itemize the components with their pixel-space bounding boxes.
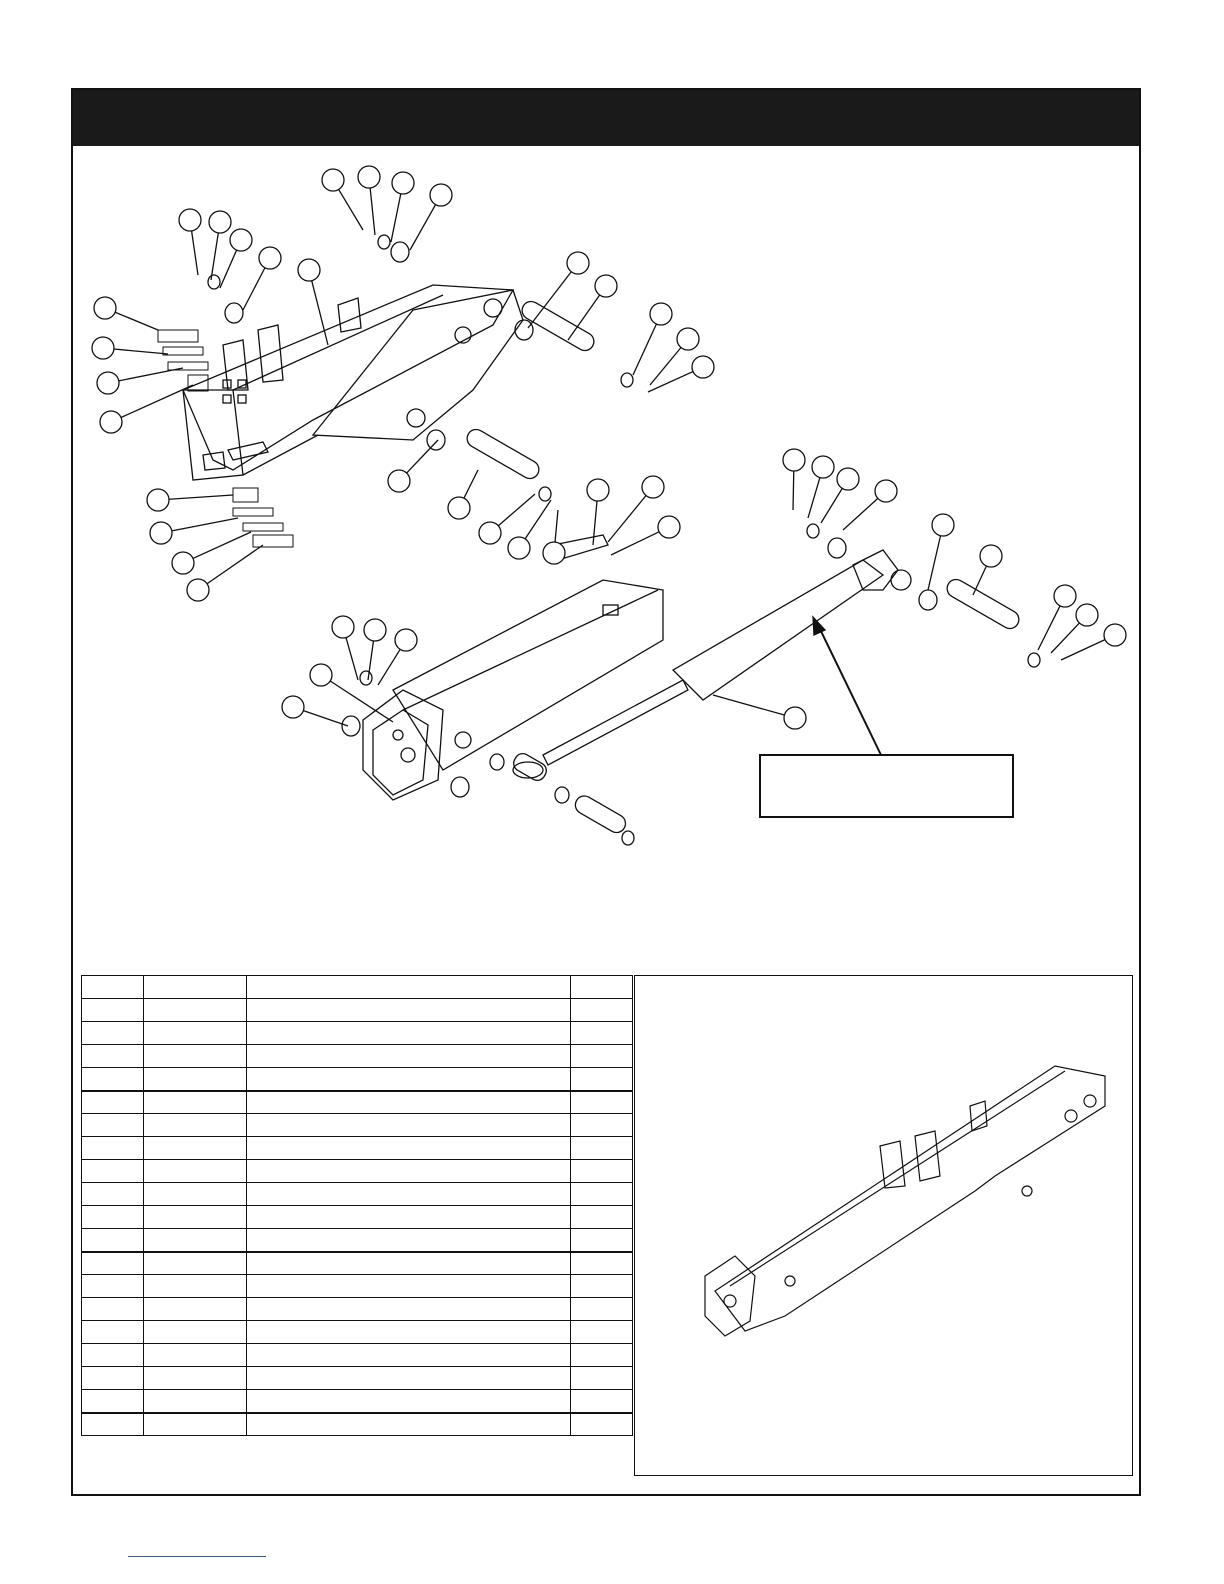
table-row [82, 1367, 633, 1390]
table-cell [247, 1206, 571, 1229]
table-cell [247, 1114, 571, 1137]
callout-leader [172, 518, 238, 531]
callout-leader [121, 385, 193, 417]
table-cell [571, 999, 633, 1022]
callout-leader [407, 440, 438, 473]
callout-balloon [209, 211, 231, 233]
callout-balloon [179, 209, 201, 231]
table-cell [82, 1022, 144, 1045]
callout-balloon [147, 489, 169, 511]
table-cell [82, 1413, 144, 1436]
exploded-assembly-drawing [73, 90, 1139, 970]
table-cell [571, 976, 633, 999]
assembled-boom-view [635, 976, 1132, 1475]
table-cell [247, 976, 571, 999]
table-row [82, 976, 633, 999]
callout-balloon [97, 372, 119, 394]
callout-balloon [875, 480, 897, 502]
table-cell [571, 1344, 633, 1367]
table-cell [82, 1367, 144, 1390]
table-cell [144, 1413, 247, 1436]
table-cell [247, 1298, 571, 1321]
table-cell [144, 1390, 247, 1413]
callout-balloon [298, 259, 320, 281]
table-cell [247, 1252, 571, 1275]
callout-balloon [508, 537, 530, 559]
table-cell [82, 976, 144, 999]
table-cell [571, 1413, 633, 1436]
callout-balloons [92, 166, 1126, 729]
table-cell [144, 1252, 247, 1275]
table-row [82, 1413, 633, 1436]
note-arrow [818, 625, 881, 755]
callout-leader [464, 470, 478, 498]
table-cell [144, 1045, 247, 1068]
table-cell [571, 1045, 633, 1068]
callout-leader [593, 501, 597, 545]
table-cell [82, 1229, 144, 1252]
callout-balloon [784, 707, 806, 729]
callout-balloon [932, 514, 954, 536]
callout-leader [1051, 623, 1079, 653]
callout-balloon [364, 619, 386, 641]
callout-leader [928, 536, 941, 590]
callout-balloon [677, 328, 699, 350]
table-cell [82, 1137, 144, 1160]
callout-balloon [332, 616, 354, 638]
table-row [82, 1183, 633, 1206]
table-cell [571, 1252, 633, 1275]
table-cell [247, 1068, 571, 1091]
table-cell [571, 1183, 633, 1206]
callout-balloon [322, 169, 344, 191]
callout-leader [973, 566, 986, 595]
callout-leader [713, 695, 784, 715]
table-cell [144, 1344, 247, 1367]
table-cell [571, 1367, 633, 1390]
callout-balloon [150, 522, 172, 544]
table-cell [144, 1367, 247, 1390]
table-cell [247, 1367, 571, 1390]
table-cell [144, 999, 247, 1022]
callout-balloon [1104, 624, 1126, 646]
page-frame [71, 88, 1141, 1496]
table-cell [247, 1275, 571, 1298]
footer-link[interactable] [128, 1556, 266, 1557]
callout-leader [339, 189, 363, 230]
table-cell [144, 1321, 247, 1344]
callout-leader [1061, 640, 1105, 660]
callout-balloon [587, 479, 609, 501]
table-cell [82, 1091, 144, 1114]
callout-leader [608, 496, 646, 542]
table-cell [247, 1229, 571, 1252]
table-cell [82, 1321, 144, 1344]
table-cell [571, 1137, 633, 1160]
callout-balloon [94, 297, 116, 319]
table-cell [144, 1298, 247, 1321]
table-cell [144, 976, 247, 999]
table-row [82, 1298, 633, 1321]
callout-balloon [642, 476, 664, 498]
table-row [82, 1114, 633, 1137]
table-cell [571, 1390, 633, 1413]
table-cell [144, 1229, 247, 1252]
callout-leader [303, 711, 348, 726]
table-cell [247, 1390, 571, 1413]
callout-balloon [388, 470, 410, 492]
callout-leader [192, 231, 198, 275]
table-row [82, 1091, 633, 1114]
table-cell [82, 1160, 144, 1183]
callout-leader [525, 500, 551, 539]
table-cell [82, 1275, 144, 1298]
callout-balloon [430, 184, 452, 206]
table-cell [82, 1344, 144, 1367]
callout-leader [648, 372, 693, 392]
callout-balloon [783, 449, 805, 471]
callout-leader [793, 471, 794, 510]
note-box [760, 755, 1013, 817]
table-row [82, 1390, 633, 1413]
table-cell [82, 1068, 144, 1091]
callout-balloon [395, 629, 417, 651]
table-row [82, 1321, 633, 1344]
callout-balloon [479, 522, 501, 544]
table-cell [82, 1114, 144, 1137]
callout-leader [207, 545, 263, 584]
table-cell [571, 1068, 633, 1091]
callout-leader [114, 349, 168, 354]
callout-leader [843, 498, 878, 530]
callout-balloon [92, 337, 114, 359]
table-cell [571, 1298, 633, 1321]
table-cell [144, 1022, 247, 1045]
table-cell [247, 1321, 571, 1344]
callout-leader [568, 295, 600, 340]
table-cell [247, 1344, 571, 1367]
callout-leader [370, 188, 375, 235]
table-row [82, 1137, 633, 1160]
callout-leader [119, 368, 183, 381]
table-row [82, 999, 633, 1022]
table-cell [144, 1068, 247, 1091]
callout-leader [498, 494, 535, 526]
table-cell [82, 1252, 144, 1275]
table-cell [144, 1183, 247, 1206]
table-cell [82, 1298, 144, 1321]
table-cell [571, 1206, 633, 1229]
callout-balloon [282, 696, 304, 718]
table-cell [571, 1275, 633, 1298]
callout-balloon [692, 356, 714, 378]
table-cell [144, 1206, 247, 1229]
table-cell [144, 1114, 247, 1137]
callout-balloon [448, 497, 470, 519]
table-cell [571, 1114, 633, 1137]
callout-balloon [1076, 604, 1098, 626]
table-cell [82, 1206, 144, 1229]
table-cell [247, 1045, 571, 1068]
callout-balloon [567, 252, 589, 274]
table-cell [247, 1413, 571, 1436]
table-cell [247, 1160, 571, 1183]
table-cell [144, 1091, 247, 1114]
table-row [82, 1068, 633, 1091]
callout-balloon [187, 579, 209, 601]
lower-boom [363, 580, 663, 800]
table-cell [247, 1091, 571, 1114]
table-cell [247, 1183, 571, 1206]
table-cell [82, 1390, 144, 1413]
callout-leader [1038, 606, 1060, 650]
callout-leader [611, 532, 659, 555]
table-cell [247, 1022, 571, 1045]
table-row [82, 1160, 633, 1183]
table-cell [82, 999, 144, 1022]
table-row [82, 1229, 633, 1252]
table-cell [144, 1275, 247, 1298]
table-row [82, 1045, 633, 1068]
callout-balloon [172, 552, 194, 574]
table-cell [82, 1183, 144, 1206]
callout-balloon [837, 468, 859, 490]
callout-balloon [392, 172, 414, 194]
table-cell [247, 1137, 571, 1160]
callout-leader [220, 250, 237, 288]
table-row [82, 1344, 633, 1367]
table-row [82, 1022, 633, 1045]
table-cell [82, 1045, 144, 1068]
table-row [82, 1206, 633, 1229]
callout-balloon [100, 411, 122, 433]
table-cell [571, 1160, 633, 1183]
callout-leader [346, 638, 358, 680]
callout-leader [378, 649, 400, 685]
callout-leader [808, 478, 820, 518]
parts-table [81, 975, 633, 1436]
table-cell [571, 1321, 633, 1344]
callout-leader [633, 324, 656, 375]
table-cell [144, 1160, 247, 1183]
callout-leader [330, 681, 393, 722]
callout-balloon [230, 229, 252, 251]
callout-leader [115, 312, 158, 330]
hydraulic-cylinder [513, 550, 911, 778]
callout-balloon [650, 303, 672, 325]
callout-balloon [658, 516, 680, 538]
callout-leader [211, 233, 218, 280]
callout-balloon [259, 247, 281, 269]
callout-balloon [980, 545, 1002, 567]
table-cell [571, 1022, 633, 1045]
callout-balloon [310, 664, 332, 686]
callout-balloon [812, 456, 834, 478]
table-row [82, 1275, 633, 1298]
callout-leader [193, 532, 251, 558]
callout-leader [821, 488, 842, 523]
callout-balloon [358, 166, 380, 188]
callout-balloon [543, 542, 565, 564]
table-cell [571, 1229, 633, 1252]
callout-leader [391, 194, 401, 242]
table-cell [571, 1091, 633, 1114]
callout-leader [555, 510, 558, 542]
table-cell [247, 999, 571, 1022]
upper-boom [183, 285, 523, 480]
callout-balloon [595, 275, 617, 297]
callout-leader [410, 205, 436, 250]
callout-leader [169, 495, 233, 499]
callout-leader [243, 268, 265, 310]
callout-balloon [1054, 585, 1076, 607]
assembly-overview [634, 975, 1133, 1476]
table-cell [144, 1137, 247, 1160]
table-row [82, 1252, 633, 1275]
